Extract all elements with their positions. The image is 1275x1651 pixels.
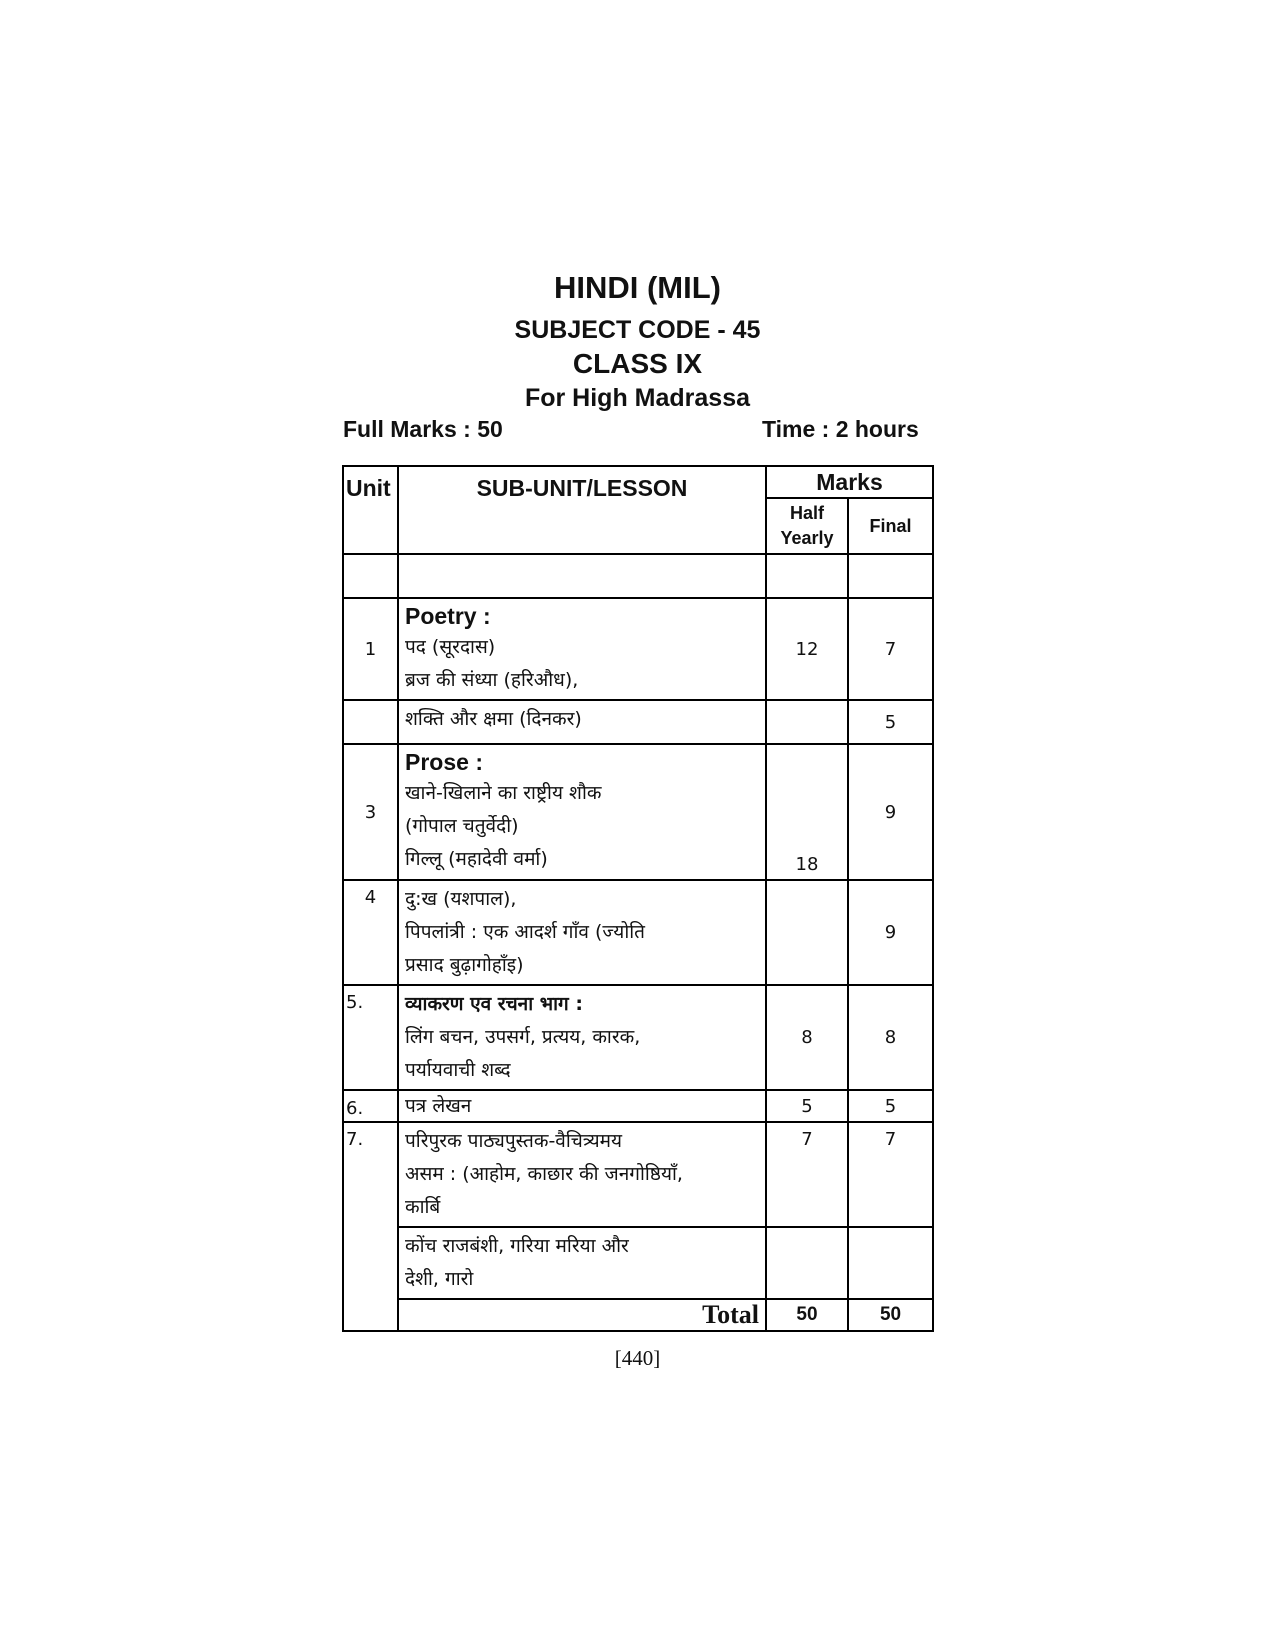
lesson-line: पत्र लेखन	[405, 1095, 472, 1117]
lesson-cell	[398, 880, 766, 985]
section-heading: Prose :	[405, 749, 483, 775]
half-yearly-marks: 12	[766, 598, 848, 700]
lesson-cell	[398, 985, 766, 1090]
table-row	[343, 700, 933, 744]
lesson-line: पिपलांत्री : एक आदर्श गाँव (ज्योति	[405, 921, 645, 943]
table-row	[343, 744, 933, 880]
unit-number: 5.	[343, 985, 398, 1090]
unit-number: 6.	[343, 1090, 398, 1122]
lesson-cell	[398, 598, 766, 700]
lesson-line: परिपुरक पाठ्यपुस्तक-वैचित्र्यमय	[405, 1130, 622, 1152]
time-allowed: Time : 2 hours	[762, 416, 919, 442]
final-marks: 5	[848, 700, 933, 744]
half-yearly-marks: 8	[766, 985, 848, 1090]
lesson-cell	[398, 1227, 766, 1299]
lesson-line: पर्यायवाची शब्द	[405, 1059, 511, 1081]
final-marks: 9	[848, 744, 933, 880]
unit-number: 4	[343, 880, 398, 985]
marks-column-header: Marks	[766, 466, 933, 498]
institution-label: For High Madrassa	[524, 384, 751, 412]
unit-column-header: Unit	[343, 466, 398, 554]
lesson-cell	[398, 744, 766, 880]
final-column-header: Final	[848, 498, 933, 554]
total-label: Total	[398, 1299, 766, 1331]
lesson-line: ब्रज की संध्या (हरिऔध),	[405, 669, 579, 691]
section-heading: Poetry :	[405, 603, 491, 629]
half-yearly-label-1: Half	[789, 503, 824, 523]
table-row	[343, 1122, 933, 1227]
table-header-row	[343, 466, 933, 498]
half-yearly-column-header	[766, 498, 848, 554]
final-marks: 5	[848, 1090, 933, 1122]
half-yearly-marks: 7	[766, 1122, 848, 1227]
subject-title: HINDI (MIL)	[553, 270, 722, 305]
class-label: CLASS IX	[572, 348, 703, 379]
lesson-line: शक्ति और क्षमा (दिनकर)	[405, 708, 582, 730]
half-yearly-label-2: Yearly	[780, 528, 834, 548]
empty-row	[343, 554, 933, 598]
lesson-line: खाने-खिलाने का राष्ट्रीय शौक	[405, 782, 602, 804]
lesson-line: लिंग बचन, उपसर्ग, प्रत्यय, कारक,	[405, 1026, 641, 1048]
unit-number: 7.	[343, 1122, 398, 1331]
half-yearly-marks: 18	[766, 744, 848, 880]
final-marks: 9	[848, 880, 933, 985]
section-heading: व्याकरण एव रचना भाग :	[405, 993, 583, 1015]
table-row	[343, 1227, 933, 1299]
lesson-cell	[398, 1090, 766, 1122]
lesson-line: (गोपाल चतुर्वेदी)	[405, 815, 519, 837]
table-row	[343, 880, 933, 985]
lesson-cell	[398, 1122, 766, 1227]
lesson-line: गिल्लू (महादेवी वर्मा)	[405, 848, 548, 870]
subject-code: SUBJECT CODE - 45	[514, 316, 761, 344]
final-marks: 7	[848, 598, 933, 700]
lesson-line: देशी, गारो	[405, 1268, 474, 1290]
lesson-column-header: SUB-UNIT/LESSON	[398, 466, 766, 554]
total-row	[343, 1299, 933, 1331]
final-marks: 7	[848, 1122, 933, 1227]
lesson-line: कोंच राजबंशी, गरिया मरिया और	[405, 1235, 629, 1257]
total-half-yearly: 50	[766, 1299, 848, 1331]
total-final: 50	[848, 1299, 933, 1331]
lesson-line: पद (सूरदास)	[405, 636, 496, 658]
full-marks: Full Marks : 50	[343, 416, 503, 442]
unit-number: 3	[343, 744, 398, 880]
lesson-line: कार्बि	[405, 1196, 441, 1218]
lesson-line: असम : (आहोम, काछार की जनगोष्ठियाँ,	[405, 1163, 683, 1185]
table-row	[343, 598, 933, 700]
lesson-line: दु:ख (यशपाल),	[405, 888, 517, 910]
table-row	[343, 985, 933, 1090]
unit-number: 1	[343, 598, 398, 700]
lesson-cell	[398, 700, 766, 744]
table-row	[343, 1090, 933, 1122]
syllabus-table	[342, 465, 934, 1332]
half-yearly-marks: 5	[766, 1090, 848, 1122]
page-number: [440]	[614, 1346, 661, 1370]
lesson-line: प्रसाद बुढ़ागोहाँइ)	[405, 954, 524, 976]
final-marks: 8	[848, 985, 933, 1090]
